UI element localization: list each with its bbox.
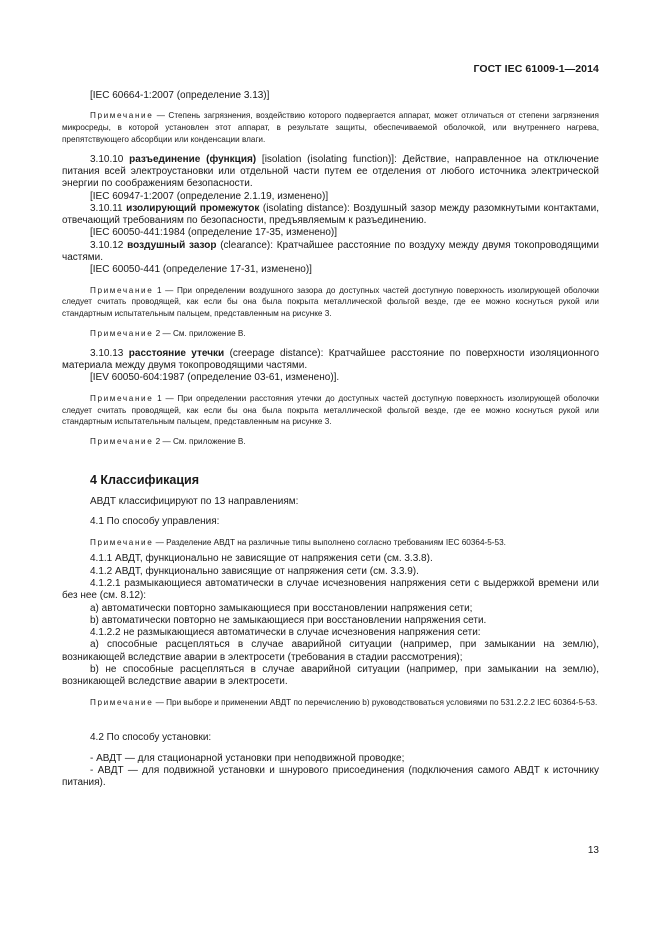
reference-line: [IEC 60050-441:1984 (определение 17-35, изменено)] bbox=[90, 227, 337, 239]
list-item: а) автоматически повторно замыкающиеся при восстановлении напряжения сети; bbox=[90, 602, 473, 614]
reference-line: [IEC 60947-1:2007 (определение 2.1.19, изменено)] bbox=[90, 190, 329, 202]
note-label: Примечание bbox=[90, 393, 154, 403]
section-heading: 4 Классификация bbox=[90, 472, 200, 487]
note bbox=[62, 537, 599, 549]
subsection-heading: 4.2 По способу установки: bbox=[90, 732, 212, 744]
note-text: — Разделение АВДТ на различные типы выполнено согласно требованиям IEC 60364-5-53. bbox=[153, 537, 506, 547]
clause-number: 3.10.12 bbox=[90, 239, 128, 251]
page-body bbox=[62, 90, 599, 790]
list-item: - АВДТ — для стационарной установки при неподвижной проводке; bbox=[90, 752, 405, 764]
term: разъединение (функция) bbox=[129, 153, 257, 165]
note-text: — При выборе и применении АВДТ по перечислению b) руководствоваться условиями по 531.2.2.2 IEC 60364-5-53. bbox=[153, 697, 598, 707]
clause-number: 3.10.11 bbox=[90, 202, 127, 214]
paragraph: 4.1.2 АВДТ, функционально зависящие от напряжения сети (см. 3.3.9). bbox=[90, 565, 419, 577]
note bbox=[62, 328, 599, 340]
term: воздушный зазор bbox=[127, 239, 217, 251]
note-label: Примечание bbox=[90, 437, 154, 447]
clause-number: 3.10.13 bbox=[90, 347, 129, 359]
definition-text: (isolating distance): Воздушный зазор между разомкнутыми контактами, отвечающий требованиям по безопасности, предъявляемым к разъединению. bbox=[62, 202, 600, 227]
list-item: b) автоматически повторно не замыкающиеся при восстановлении напряжения сети. bbox=[90, 614, 487, 626]
paragraph: 4.1.2.1 размыкающиеся автоматически в случае исчезновения напряжения сети с выдержкой времени или без нее (см. 8.12): bbox=[62, 577, 599, 602]
page-number: 13 bbox=[587, 845, 599, 856]
note-label: Примечание bbox=[90, 285, 154, 295]
note-text: 1 — При определении расстояния утечки до доступных частей доступную поверхность изолирующей оболочки следует считать проводящей, как если бы она была покрыта металлической фольгой везде, где ее можно коснуться рукой или стандартным испытательным пальцем, представленным на рисунке 3. bbox=[62, 393, 599, 427]
definition-text: (clearance): Кратчайшее расстояние по воздуху между двумя токопроводящими частями. bbox=[62, 239, 599, 264]
note bbox=[62, 697, 599, 709]
paragraph: АВДТ классифицируют по 13 направлениям: bbox=[90, 495, 299, 507]
document-header: ГОСТ IEC 61009-1—2014 bbox=[473, 63, 599, 75]
list-item: - АВДТ — для подвижной установки и шнурового присоединения (подключения самого АВДТ к источнику питания). bbox=[62, 764, 599, 789]
definition-3-10-13 bbox=[62, 348, 599, 373]
definition-text: (creepage distance): Кратчайшее расстояние по поверхности изоляционного материала между двумя токопроводящими частями. bbox=[62, 347, 599, 372]
note-label: Примечание bbox=[90, 537, 154, 547]
note-text: — Степень загрязнения, воздействию которого подвергается аппарат, может отличаться от степени загрязнения микросреды, в которой установлен этот аппарат, в результате защиты, обеспечиваемой оболочкой, или внутреннего нагрева, препятствующего абсорбции или конденсации влаги. bbox=[62, 111, 599, 144]
note-label: Примечание bbox=[90, 329, 154, 339]
paragraph: 4.1.1 АВДТ, функционально не зависящие от напряжения сети (см. 3.3.8). bbox=[90, 553, 433, 565]
note bbox=[62, 436, 599, 448]
reference-line: [IEV 60050-604:1987 (определение 03-61, изменено)]. bbox=[90, 372, 340, 384]
note-label: Примечание bbox=[90, 697, 154, 707]
term: изолирующий промежуток bbox=[126, 202, 260, 214]
note bbox=[62, 110, 599, 145]
subsection-heading: 4.1 По способу управления: bbox=[90, 516, 220, 528]
reference-line: [IEC 60664-1:2007 (определение 3.13)] bbox=[90, 90, 270, 101]
definition-3-10-10 bbox=[62, 154, 599, 191]
definition-text: [isolation (isolating function)]: Действие, направленное на отключение питания всей электроустановки или отдельной части путем ее отделения от любого источника электрической энергии по соображениям безопасности. bbox=[62, 153, 599, 190]
note-text: 2 — См. приложение В. bbox=[153, 437, 246, 447]
note-text: 2 — См. приложение В. bbox=[153, 329, 246, 339]
term: расстояние утечки bbox=[128, 347, 225, 359]
note bbox=[62, 393, 599, 428]
clause-number: 3.10.10 bbox=[90, 153, 130, 165]
list-item: b) не способные расцепляться в случае аварийной ситуации (например, при замыкании на землю), возникающей вследствие аварии в электросети. bbox=[62, 663, 599, 688]
definition-3-10-11 bbox=[62, 203, 599, 228]
reference-line: [IEC 60050-441 (определение 17-31, изменено)] bbox=[90, 264, 312, 276]
list-item: а) способные расцепляться в случае аварийной ситуации (например, при замыкании на землю), возникающей вследствие аварии в электросети (требования в стадии рассмотрения); bbox=[62, 639, 599, 663]
definition-3-10-12 bbox=[62, 240, 599, 265]
note-text: 1 — При определении воздушного зазора до доступных частей доступную поверхность изолирующей оболочки следует считать проводящей, как если бы она была покрыта металлической фольгой везде, где ее можно коснуться рукой или стандартным испытательным пальцем, представленным на рисунке 3. bbox=[62, 285, 599, 319]
note bbox=[62, 285, 599, 320]
note-label: Примечание bbox=[90, 111, 154, 121]
paragraph: 4.1.2.2 не размыкающиеся автоматически в случае исчезновения напряжения сети: bbox=[90, 627, 481, 639]
